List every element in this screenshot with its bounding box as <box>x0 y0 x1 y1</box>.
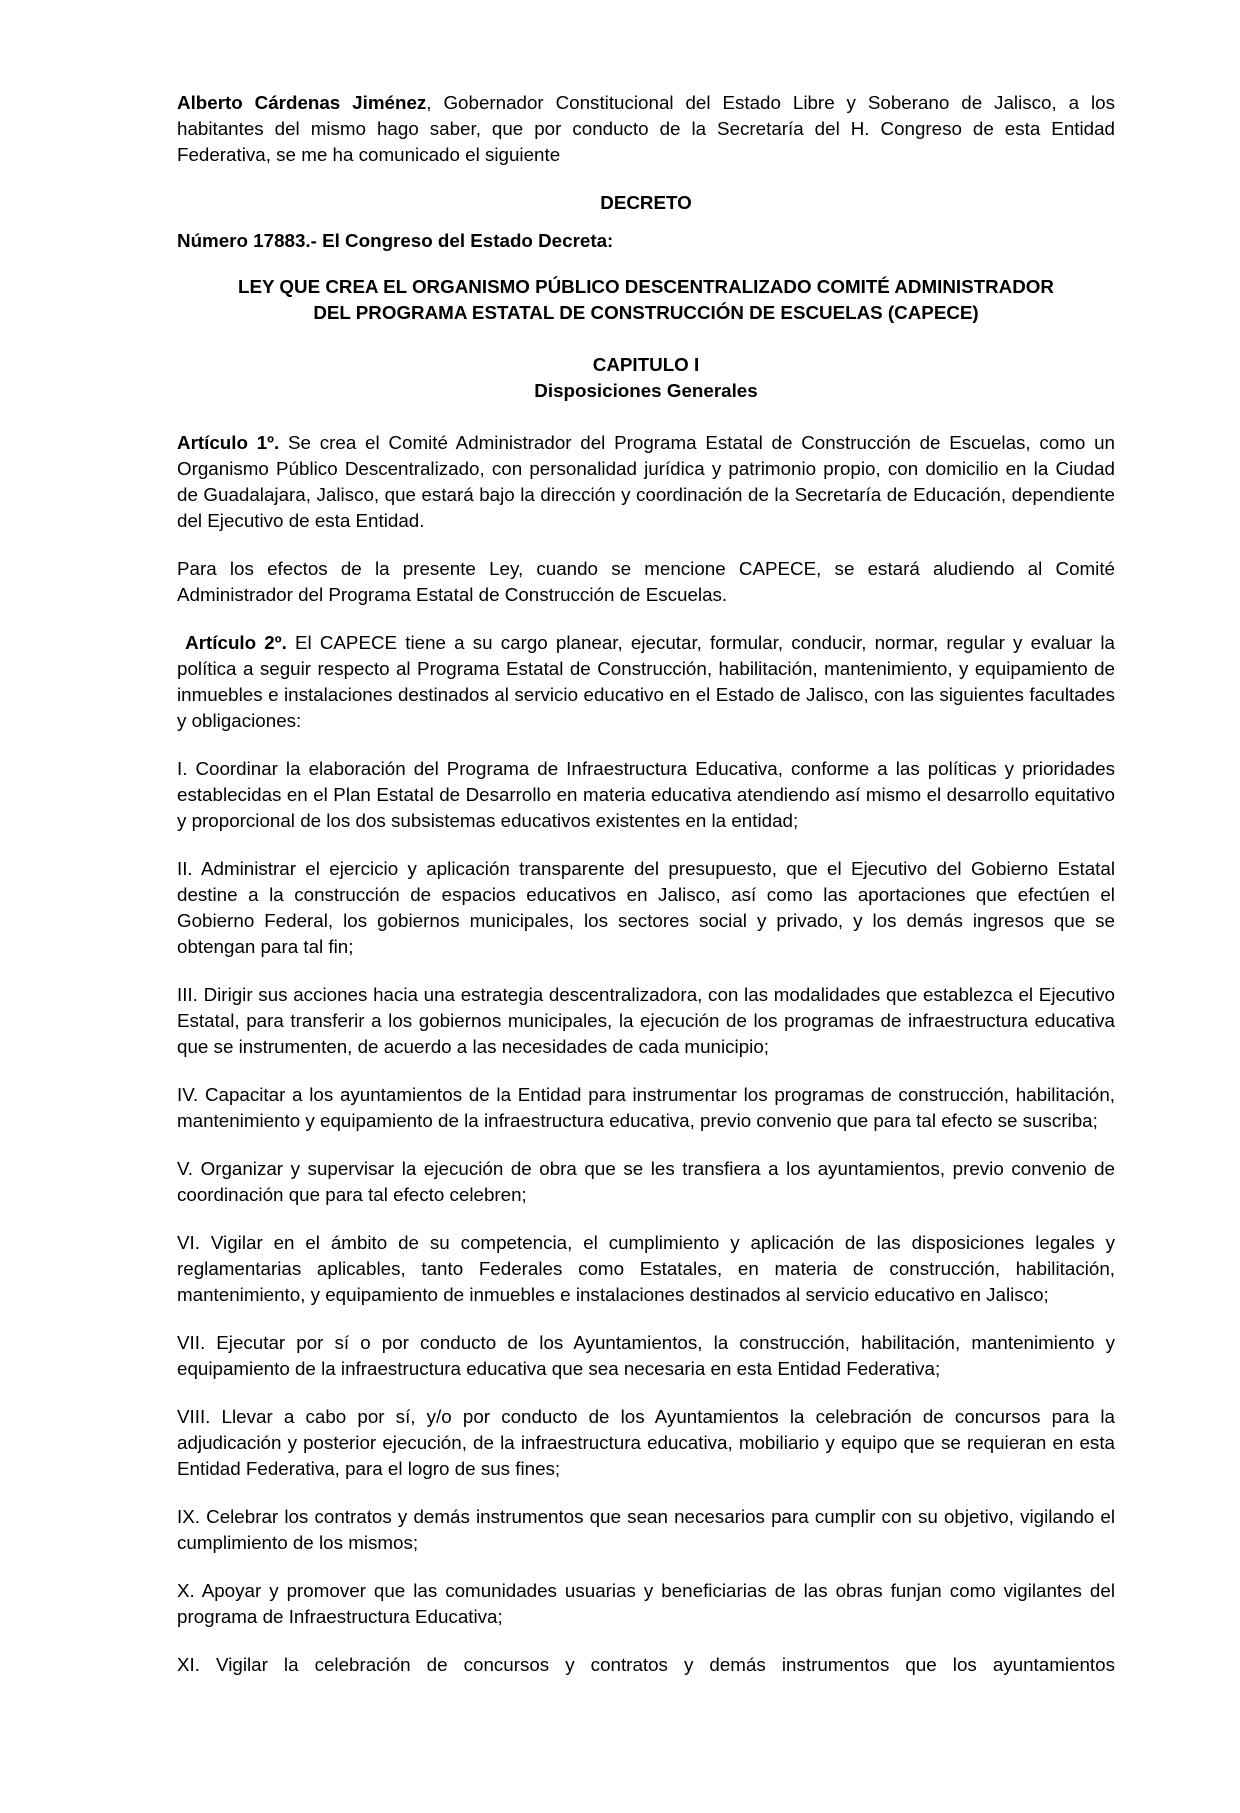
fraction-iv: IV. Capacitar a los ayuntamientos de la Entidad para instrumentar los programas de construcción, habilitación, mantenimiento y equipamiento de la infraestructura educativa, previo convenio que para tal efecto se suscriba; <box>177 1084 1115 1131</box>
article-2 <box>177 630 1115 734</box>
fraction-vii: VII. Ejecutar por sí o por conducto de los Ayuntamientos, la construcción, habilitación, mantenimiento y equipamiento de la infraestructura educativa que sea necesaria en esta Entidad Federativa; <box>177 1332 1115 1379</box>
chapter-number: CAPITULO I <box>592 354 700 375</box>
article-1-paragraph-2: Para los efectos de la presente Ley, cuando se mencione CAPECE, se estará aludiendo al Comité Administrador del Programa Estatal de Construcción de Escuelas. <box>177 558 1115 605</box>
article-1-label: Artículo 1º. <box>177 432 280 453</box>
article-2-text: El CAPECE tiene a su cargo planear, ejecutar, formular, conducir, normar, regular y evaluar la política a seguir respecto al Programa Estatal de Construcción, habilitación, mantenimiento, y equipamiento de inmuebles e instalaciones destinados al servicio educativo en el Estado de Jalisco, con las siguientes facultades y obligaciones: <box>177 632 1115 731</box>
governor-name: Alberto Cárdenas Jiménez <box>177 92 427 113</box>
chapter-heading <box>177 352 1115 404</box>
fraction-i: I. Coordinar la elaboración del Programa de Infraestructura Educativa, conforme a las políticas y prioridades establecidas en el Plan Estatal de Desarrollo en materia educativa atendiendo así mismo el desarrollo equitativo y proporcional de los dos subsistemas educativos existentes en la entidad; <box>177 758 1115 831</box>
fraction-v: V. Organizar y supervisar la ejecución de obra que se les transfiera a los ayuntamientos, previo convenio de coordinación que para tal efecto celebren; <box>177 1158 1115 1205</box>
article-1-text: Se crea el Comité Administrador del Programa Estatal de Construcción de Escuelas, como un Organismo Público Descentralizado, con personalidad jurídica y patrimonio propio, con domicilio en la Ciudad de Guadalajara, Jalisco, que estará bajo la dirección y coordinación de la Secretaría de Educación, dependiente del Ejecutivo de esta Entidad. <box>177 432 1115 531</box>
fraction-iii: III. Dirigir sus acciones hacia una estrategia descentralizadora, con las modalidades que establezca el Ejecutivo Estatal, para transferir a los gobiernos municipales, la ejecución de los programas de infraestructura educativa que se instrumenten, de acuerdo a las necesidades de cada municipio; <box>177 984 1115 1057</box>
law-title-line-1: LEY QUE CREA EL ORGANISMO PÚBLICO DESCENTRALIZADO COMITÉ ADMINISTRADOR <box>238 276 1054 297</box>
intro-paragraph <box>177 90 1115 168</box>
fraction-ii: II. Administrar el ejercicio y aplicación transparente del presupuesto, que el Ejecutivo del Gobierno Estatal destine a la construcción de espacios educativos en Jalisco, así como las aportaciones que efectúen el Gobierno Federal, los gobiernos municipales, los sectores social y privado, y los demás ingresos que se obtengan para tal fin; <box>177 858 1115 957</box>
decreto-heading: DECRETO <box>600 192 692 213</box>
decreto-number: Número 17883.- El Congreso del Estado Decreta: <box>177 230 614 251</box>
document-page <box>177 90 1115 1678</box>
chapter-title: Disposiciones Generales <box>534 380 758 401</box>
fraction-viii: VIII. Llevar a cabo por sí, y/o por conducto de los Ayuntamientos la celebración de concursos para la adjudicación y posterior ejecución, de la infraestructura educativa, mobiliario y equipo que se requieran en esta Entidad Federativa, para el logro de sus fines; <box>177 1406 1115 1479</box>
law-title-line-2: DEL PROGRAMA ESTATAL DE CONSTRUCCIÓN DE ESCUELAS (CAPECE) <box>313 302 979 323</box>
fraction-x: X. Apoyar y promover que las comunidades usuarias y beneficiarias de las obras funjan como vigilantes del programa de Infraestructura Educativa; <box>177 1580 1115 1627</box>
article-1 <box>177 430 1115 534</box>
fraction-vi: VI. Vigilar en el ámbito de su competencia, el cumplimiento y aplicación de las disposiciones legales y reglamentarias aplicables, tanto Federales como Estatales, en materia de construcción, habilitación, mantenimiento, y equipamiento de inmuebles e instalaciones destinados al servicio educativo en Jalisco; <box>177 1232 1115 1305</box>
intro-text: , Gobernador Constitucional del Estado Libre y Soberano de Jalisco, a los habitantes del mismo hago saber, que por conducto de la Secretaría del H. Congreso de esta Entidad Federativa, se me ha comunicado el siguiente <box>177 92 1115 165</box>
fraction-ix: IX. Celebrar los contratos y demás instrumentos que sean necesarios para cumplir con su objetivo, vigilando el cumplimiento de los mismos; <box>177 1506 1115 1553</box>
law-title <box>177 274 1115 326</box>
fraction-xi: XI. Vigilar la celebración de concursos y contratos y demás instrumentos que los ayuntamientos <box>177 1654 1115 1675</box>
article-2-label: Artículo 2º. <box>185 632 287 653</box>
